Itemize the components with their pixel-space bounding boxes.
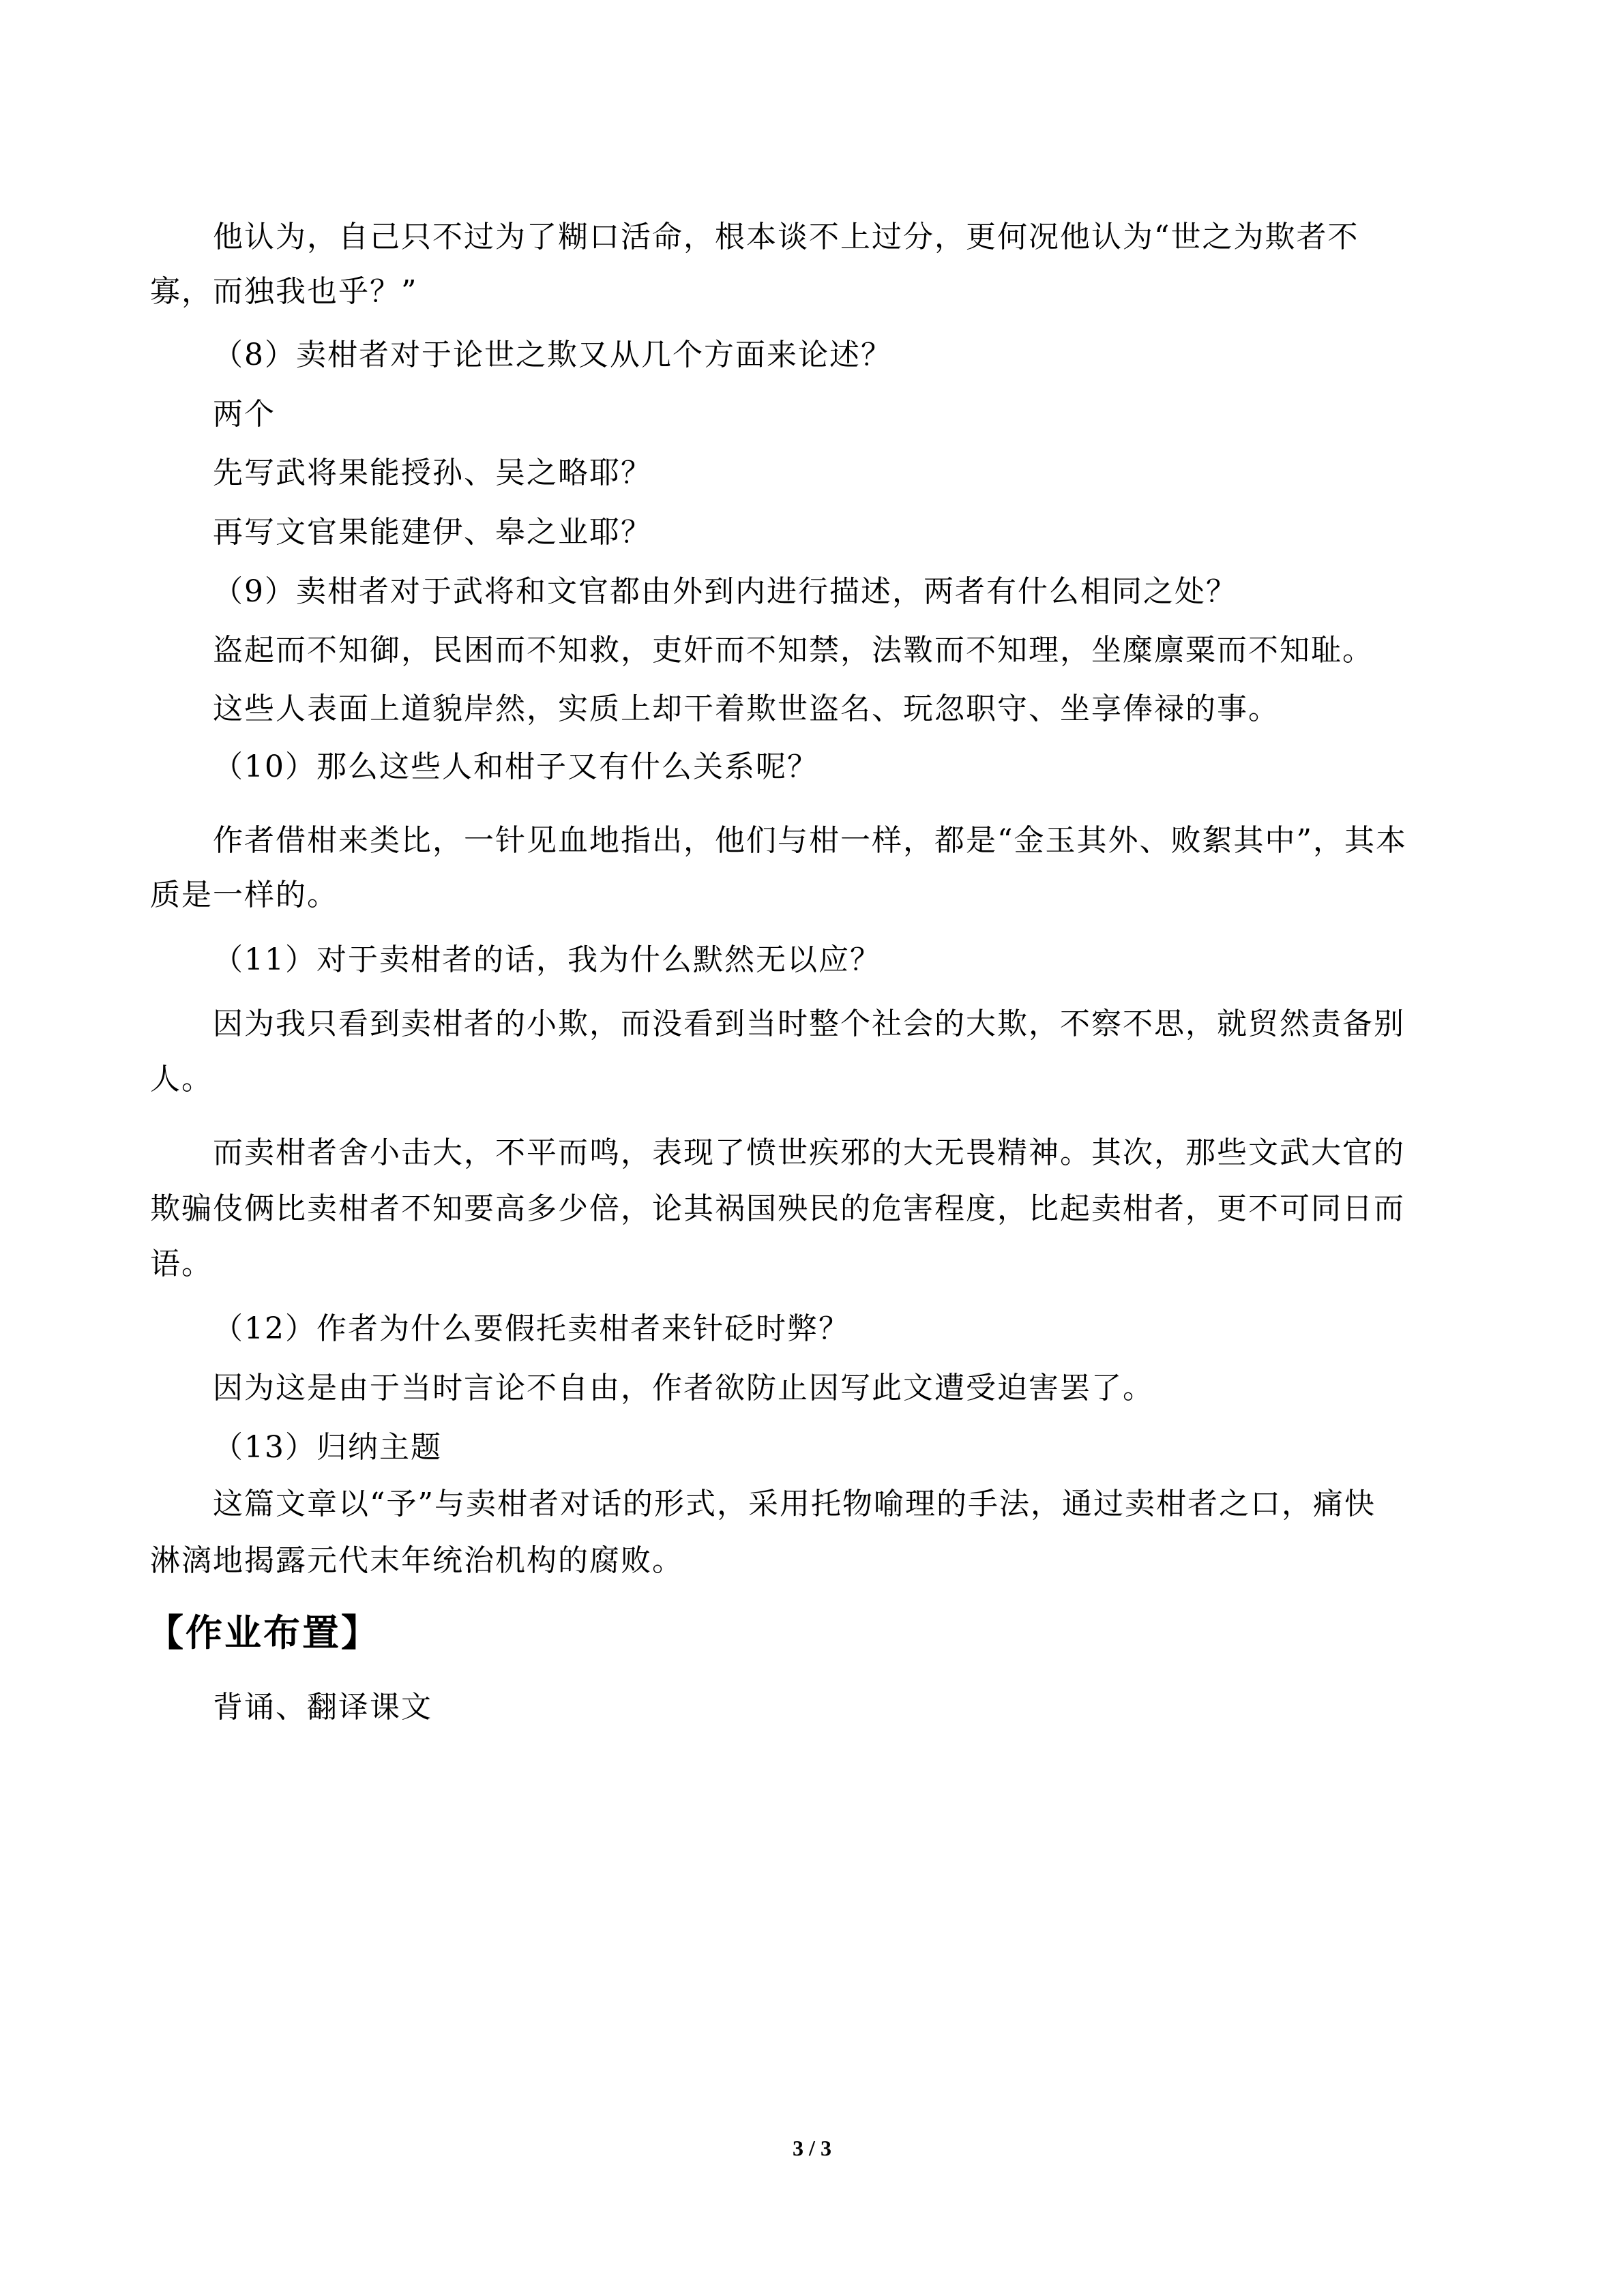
body-line-15: 人。 (150, 1062, 213, 1097)
body-line-11: 作者借柑来类比，一针见血地指出，他们与柑一样，都是“金玉其外、败絮其中”，其本 (213, 823, 1407, 858)
body-line-14: 因为我只看到卖柑者的小欺，而没看到当时整个社会的大欺，不察不思，就贸然责备别 (213, 1007, 1405, 1041)
body-line-16: 而卖柑者舍小击大，不平而鸣，表现了愤世疾邪的大无畏精神。其次，那些文武大官的 (213, 1135, 1405, 1170)
body-line-6: 再写文官果能建伊、皋之业耶？ (213, 515, 652, 550)
question-8: （8）卖柑者对于论世之欺又从几个方面来论述？ (213, 338, 892, 372)
body-line-2: 寡，而独我也乎？” (150, 274, 418, 309)
page-number: 3 / 3 (793, 2136, 831, 2160)
body-line-18: 语。 (150, 1247, 213, 1281)
question-11: （11）对于卖柑者的话，我为什么默然无以应？ (213, 942, 881, 977)
homework-text: 背诵、翻译课文 (213, 1690, 432, 1725)
question-9: （9）卖柑者对于武将和文官都由外到内进行描述，两者有什么相同之处？ (213, 574, 1237, 609)
body-line-1: 他认为，自己只不过为了糊口活命，根本谈不上过分，更何况他认为“世之为欺者不 (213, 220, 1359, 254)
question-10: （10）那么这些人和柑子又有什么关系呢？ (213, 749, 818, 784)
body-line-22: 这篇文章以“予”与卖柑者对话的形式，采用托物喻理的手法，通过卖柑者之口，痛快 (213, 1487, 1376, 1521)
question-13: （13）归纳主题 (213, 1430, 442, 1465)
question-12: （12）作者为什么要假托卖柑者来针砭时弊？ (213, 1311, 850, 1346)
body-line-23: 淋漓地揭露元代末年统治机构的腐败。 (150, 1543, 683, 1578)
body-line-8: 盗起而不知御，民困而不知救，吏奸而不知禁，法斁而不知理，坐糜廪粟而不知耻。 (213, 633, 1374, 668)
body-line-12: 质是一样的。 (150, 878, 338, 912)
body-line-20: 因为这是由于当时言论不自由，作者欲防止因写此文遭受迫害罢了。 (213, 1371, 1154, 1405)
body-line-17: 欺骗伎俩比卖柑者不知要高多少倍，论其祸国殃民的危害程度，比起卖柑者，更不可同日而 (150, 1191, 1405, 1226)
body-line-9: 这些人表面上道貌岸然，实质上却干着欺世盗名、玩忽职守、坐享俸禄的事。 (213, 691, 1280, 726)
body-line-4: 两个 (213, 397, 276, 432)
homework-heading: 【作业布置】 (147, 1611, 380, 1654)
body-line-5: 先写武将果能授孙、吴之略耶？ (213, 456, 652, 490)
